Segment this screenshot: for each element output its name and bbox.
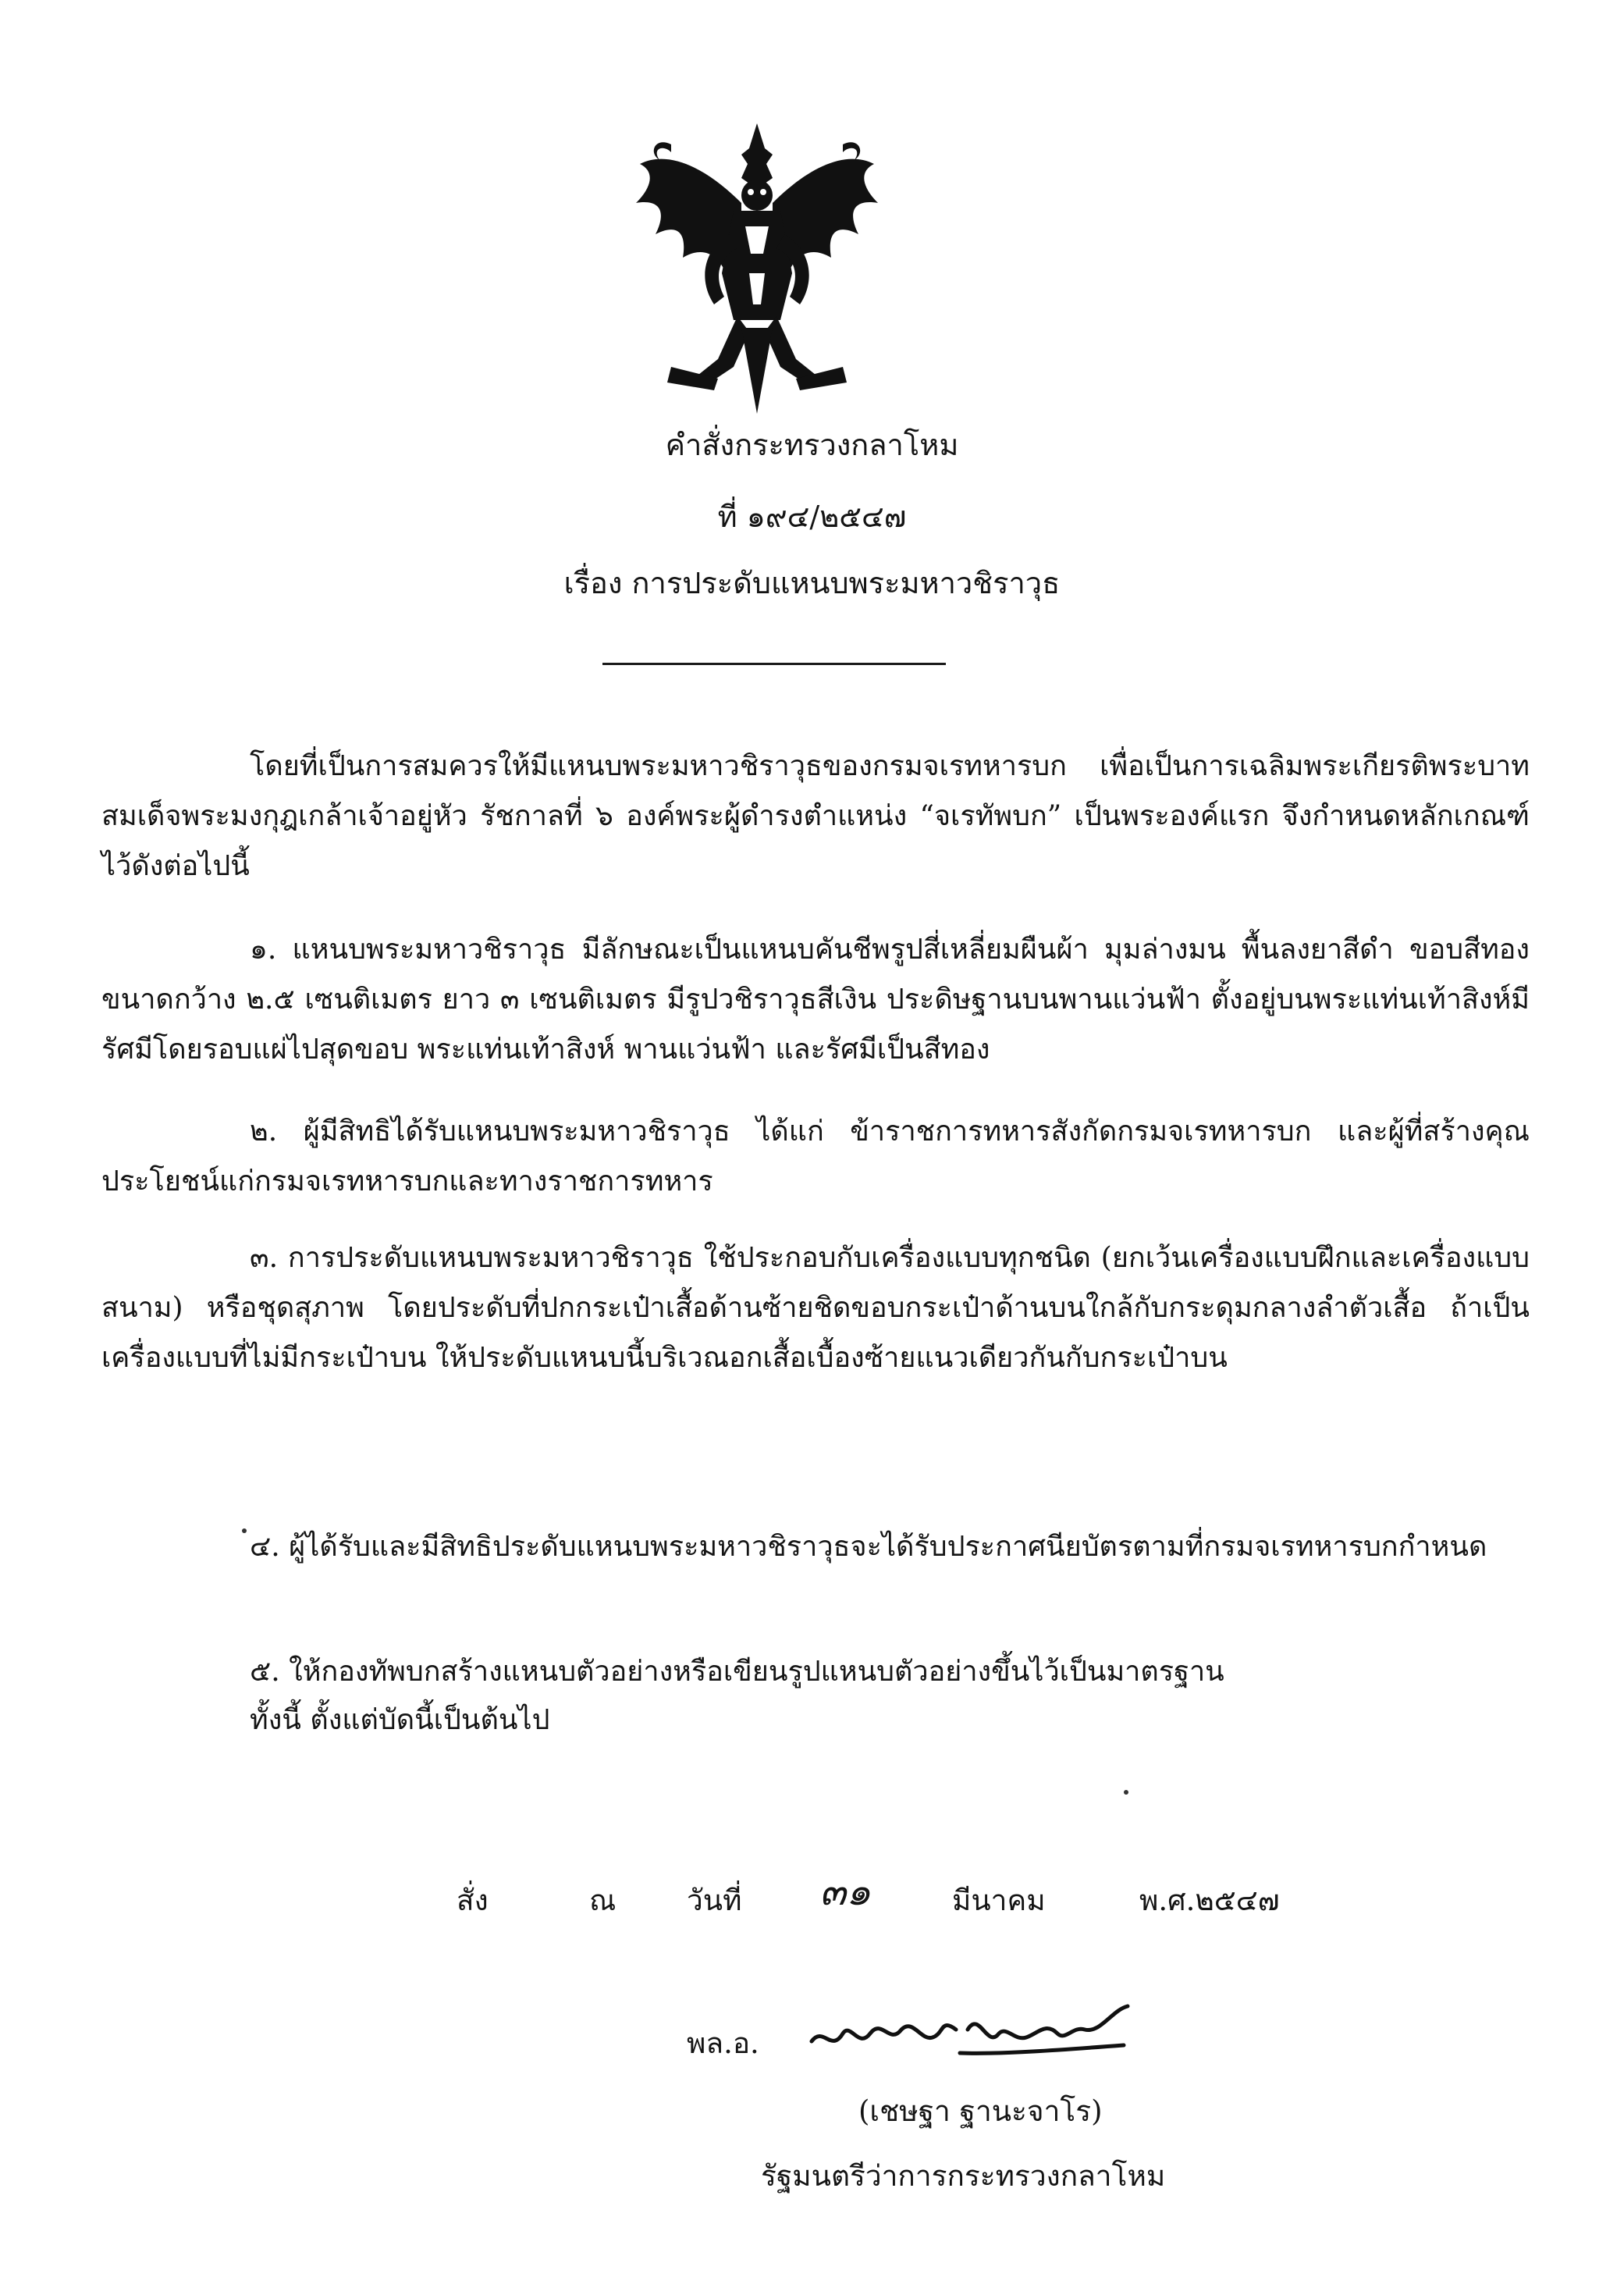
signer-rank: พล.อ. — [687, 2026, 759, 2060]
garuda-emblem — [624, 117, 890, 429]
signer-position: รัฐมนตรีว่าการกระทรวงกลาโหม — [761, 2159, 1166, 2193]
clause-2-text: ๒. ผู้มีสิทธิได้รับแหนบพระมหาวชิราวุธ ได้แก่ ข้าราชการทหารสังกัดกรมจเรทหารบก และผู้ที่สร้างคุณประโยชน์แก่กรมจเรทหารบกและทางราชการทหาร — [101, 1115, 1530, 1197]
closing-statement — [101, 1695, 1530, 1745]
order-title: คำสั่งกระทรวงกลาโหม — [665, 428, 959, 462]
date-year: พ.ศ.๒๕๔๗ — [1139, 1884, 1280, 1917]
clause-1 — [101, 925, 1530, 1075]
date-word-day: วันที่ — [687, 1884, 742, 1917]
date-word-at: ณ — [589, 1884, 617, 1917]
scan-speck — [1124, 1790, 1128, 1795]
date-month: มีนาคม — [952, 1884, 1046, 1917]
order-number: ที่ ๑๙๔/๒๕๔๗ — [717, 500, 907, 534]
clause-3 — [101, 1233, 1530, 1383]
signer-printed-name: (เชษฐา ฐานะจาโร) — [858, 2094, 1103, 2128]
clause-2 — [101, 1107, 1530, 1207]
clause-4 — [101, 1522, 1530, 1572]
closing-text: ทั้งนี้ ตั้งแต่บัดนี้เป็นต้นไป — [250, 1704, 550, 1736]
clause-5 — [101, 1647, 1530, 1697]
clause-4-text: ๔. ผู้ได้รับและมีสิทธิประดับแหนบพระมหาวชิราวุธจะได้รับประกาศนียบัตรตามที่กรมจเรทหารบกกำหนด — [250, 1531, 1487, 1563]
intro-text: โดยที่เป็นการสมควรให้มีแหนบพระมหาวชิราวุธของกรมจเรทหารบก เพื่อเป็นการเฉลิมพระเกียรติพระบาทสมเด็จพระมงกุฎเกล้าเจ้าอยู่หัว รัชกาลที่ ๖ องค์พระผู้ดำรงตำแหน่ง “จเรทัพบก” เป็นพระองค์แรก จึงกำหนดหลักเกณฑ์ไว้ดังต่อไปนี้ — [101, 750, 1530, 882]
scan-speck — [242, 1528, 247, 1533]
header-divider — [602, 663, 946, 665]
clause-1-text: ๑. แหนบพระมหาวชิราวุธ มีลักษณะเป็นแหนบคันชีพรูปสี่เหลี่ยมผืนผ้า มุมล่างมน พื้นลงยาสีดำ ขอบสีทอง ขนาดกว้าง ๒.๕ เซนติเมตร ยาว ๓ เซนติเมตร มีรูปวชิราวุธสีเงิน ประดิษฐานบนพานแว่นฟ้า ตั้งอยู่บนพระแท่นเท้าสิงห์มีรัศมีโดยรอบแผ่ไปสุดขอบ พระแท่นเท้าสิงห์ พานแว่นฟ้า และรัศมีเป็นสีทอง — [101, 934, 1530, 1066]
intro-paragraph — [101, 742, 1530, 891]
date-word-order: สั่ง — [457, 1884, 489, 1917]
clause-5-text: ๕. ให้กองทัพบกสร้างแหนบตัวอย่างหรือเขียนรูปแหนบตัวอย่างขึ้นไว้เป็นมาตรฐาน — [250, 1656, 1224, 1688]
date-day-handwritten: ๓๑ — [819, 1869, 871, 1914]
clause-3-text: ๓. การประดับแหนบพระมหาวชิราวุธ ใช้ประกอบกับเครื่องแบบทุกชนิด (ยกเว้นเครื่องแบบฝึกและเครื่องแบบสนาม) หรือชุดสุภาพ โดยประดับที่ปกกระเป๋าเสื้อด้านซ้ายชิดขอบกระเป๋าด้านบนใกล้กับกระดุมกลางลำตัวเสื้อ ถ้าเป็นเครื่องแบบที่ไม่มีกระเป๋าบน ให้ประดับแหนบนี้บริเวณอกเสื้อเบื้องซ้ายแนวเดียวกันกับกระเป๋าบน — [101, 1242, 1530, 1374]
order-subject: เรื่อง การประดับแหนบพระมหาวชิราวุธ — [563, 566, 1061, 600]
handwritten-signature — [804, 1998, 1139, 2073]
